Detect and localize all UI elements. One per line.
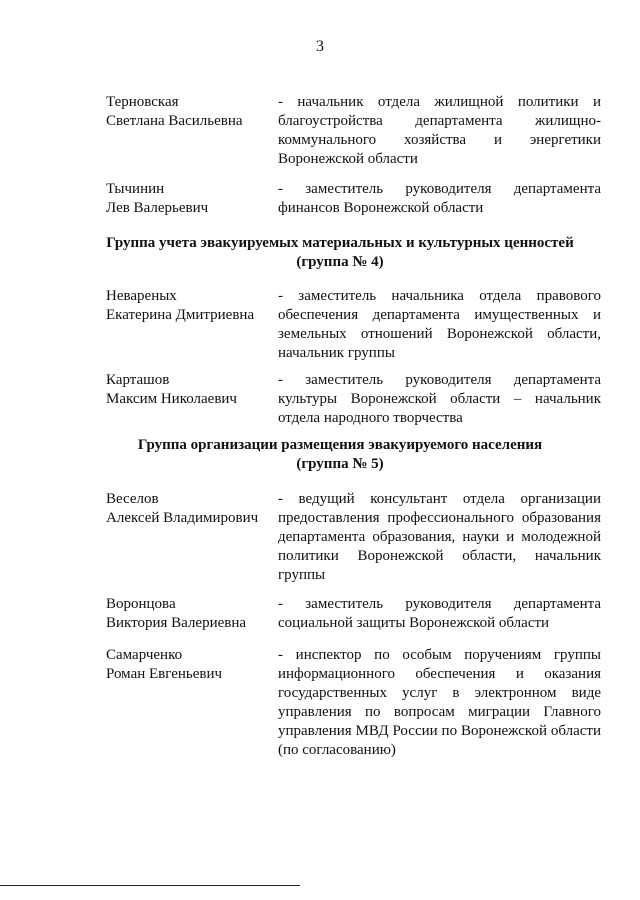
member-surname: Самарченко	[106, 647, 183, 663]
member-position: - начальник отдела жилищной политики и благоустройства департамента жилищно-коммунального хозяйства и энергетики Воронежской области	[278, 94, 601, 167]
member-name	[106, 595, 272, 633]
member-given-names: Виктория Валериевна	[106, 615, 247, 631]
page-number: 3	[316, 38, 324, 55]
member-given-names: Светлана Васильевна	[106, 113, 243, 129]
member-position: - заместитель руководителя департамента финансов Воронежской области	[278, 181, 601, 216]
member-position: - заместитель руководителя департамента культуры Воронежской области – начальник отдела народного творчества	[278, 372, 601, 426]
member-given-names: Алексей Владимирович	[106, 510, 259, 526]
member-given-names: Роман Евгеньевич	[106, 666, 223, 682]
member-name	[106, 646, 272, 684]
member-surname: Невареных	[106, 288, 177, 304]
member-position: - заместитель начальника отдела правового обеспечения департамента имущественных и земельных отношений Воронежской области, начальник группы	[278, 288, 601, 361]
group-heading-title: Группа организации размещения эвакуируемого населения	[137, 437, 543, 453]
member-name	[106, 180, 272, 218]
member-surname: Тычинин	[106, 181, 165, 197]
member-position: - ведущий консультант отдела организации предоставления профессионального образования департамента образования, науки и молодежной политики Воронежской области, начальник группы	[278, 491, 601, 583]
member-name	[106, 371, 272, 409]
member-surname: Карташов	[106, 372, 170, 388]
member-given-names: Лев Валерьевич	[106, 200, 209, 216]
group-heading-number: (группа № 4)	[296, 254, 384, 270]
group-heading-title: Группа учета эвакуируемых материальных и культурных ценностей	[106, 235, 574, 251]
member-given-names: Максим Николаевич	[106, 391, 237, 407]
footer-divider	[0, 885, 300, 886]
member-position: - заместитель руководителя департамента социальной защиты Воронежской области	[278, 596, 601, 631]
member-name	[106, 490, 272, 528]
member-name	[106, 287, 272, 325]
group-heading	[80, 436, 600, 474]
member-name	[106, 93, 272, 131]
member-surname: Воронцова	[106, 596, 176, 612]
group-heading-number: (группа № 5)	[296, 456, 384, 472]
member-position: - инспектор по особым поручениям группы информационного обеспечения и оказания государственных услуг в электронном виде управления по вопросам миграции Главного управления МВД России по Воронежской области (по согласованию)	[278, 647, 601, 758]
member-given-names: Екатерина Дмитриевна	[106, 307, 255, 323]
member-surname: Веселов	[106, 491, 159, 507]
member-surname: Терновская	[106, 94, 179, 110]
group-heading	[80, 234, 600, 272]
